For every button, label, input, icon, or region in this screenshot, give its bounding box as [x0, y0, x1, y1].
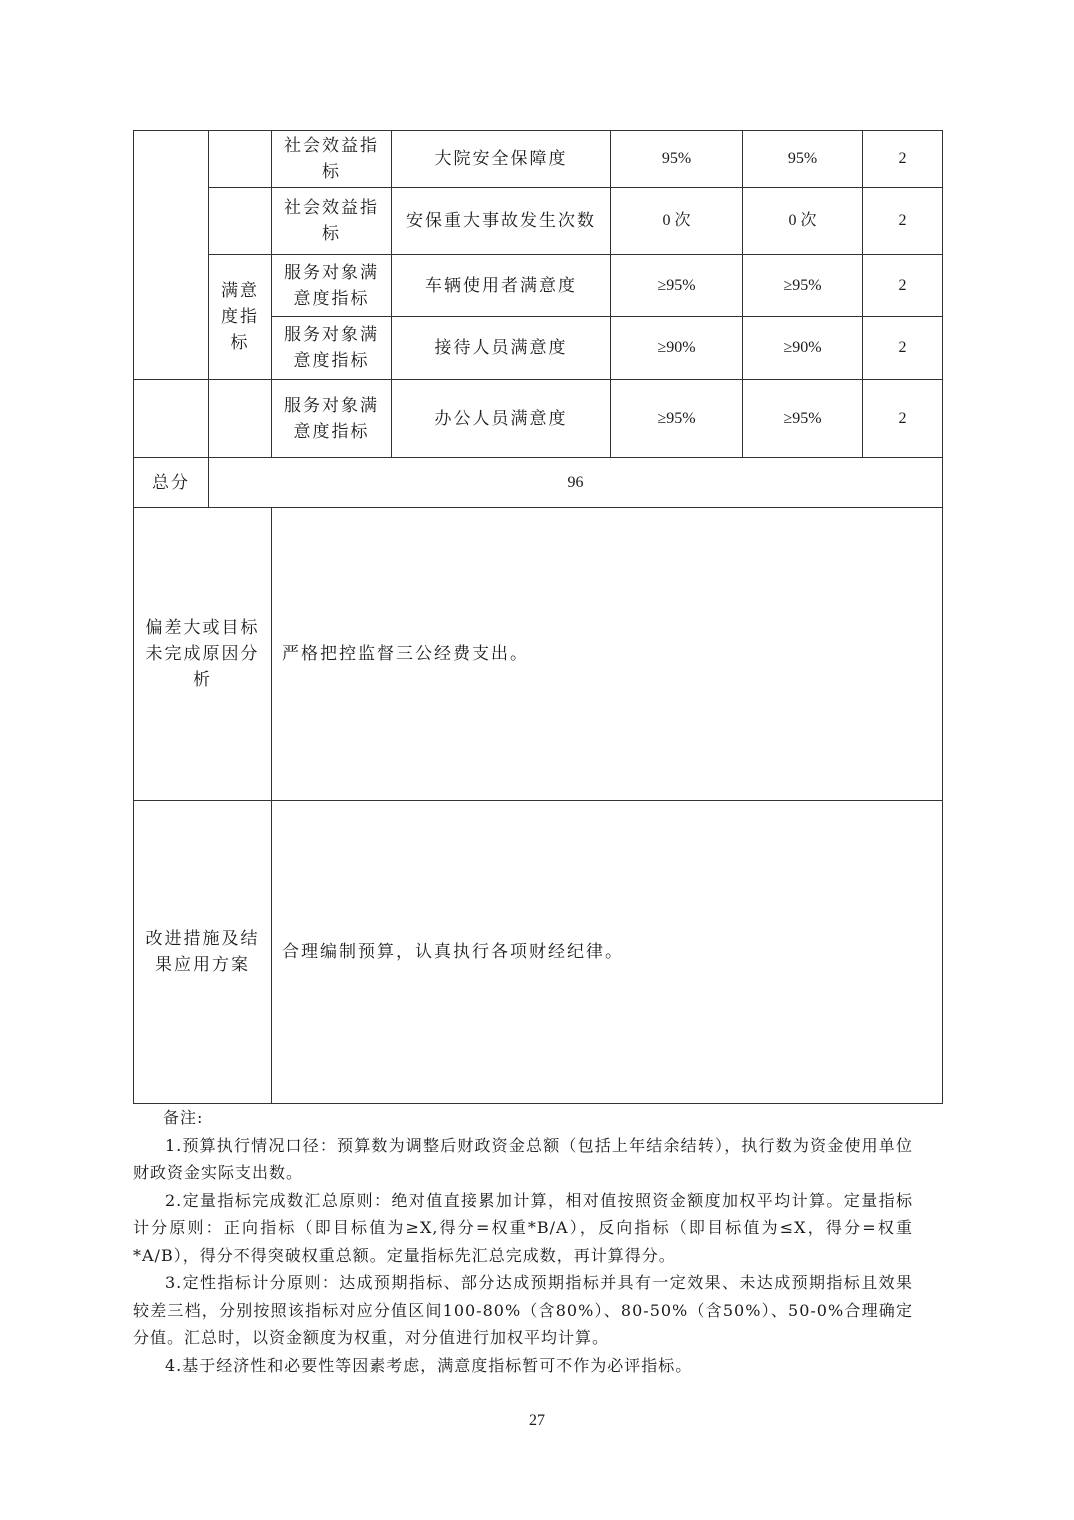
total-label: 总分: [134, 458, 209, 508]
score-value: 2: [863, 255, 943, 317]
page-number: 27: [529, 1412, 545, 1429]
improvement-row: [134, 801, 943, 1104]
target-value: ≥95%: [611, 255, 743, 317]
actual-value: 95%: [743, 131, 863, 188]
indicator-name: 接待人员满意度: [392, 317, 611, 380]
deviation-row: [134, 508, 943, 801]
actual-value: ≥95%: [743, 380, 863, 458]
target-value: 95%: [611, 131, 743, 188]
indicator-type: 社会效益指标: [284, 198, 379, 244]
table-row: [134, 131, 943, 188]
notes-title: 备注:: [163, 1108, 204, 1127]
table-row: [134, 255, 943, 317]
improvement-text: 合理编制预算，认真执行各项财经纪律。: [272, 801, 943, 1104]
deviation-text: 严格把控监督三公经费支出。: [272, 508, 943, 801]
target-value: 0 次: [611, 188, 743, 255]
blank-cell: [134, 380, 209, 458]
blank-cell: [209, 188, 272, 255]
indicator-type: 服务对象满意度指标: [284, 395, 379, 442]
indicator-name: 办公人员满意度: [392, 380, 611, 458]
deviation-label: 偏差大或目标未完成原因分析: [145, 618, 260, 690]
notes-section: [133, 1104, 913, 1379]
actual-value: ≥90%: [743, 317, 863, 380]
satisfaction-category: 满意度指标: [221, 281, 259, 353]
total-value: 96: [209, 458, 943, 508]
indicator-type: 服务对象满意度指标: [284, 262, 379, 309]
score-value: 2: [863, 380, 943, 458]
actual-value: ≥95%: [743, 255, 863, 317]
indicator-name: 安保重大事故发生次数: [392, 188, 611, 255]
note-item: 1.预算执行情况口径：预算数为调整后财政资金总额（包括上年结余结转），执行数为资金使用单位财政资金实际支出数。: [133, 1135, 913, 1182]
note-item: 4.基于经济性和必要性等因素考虑，满意度指标暂可不作为必评指标。: [165, 1355, 693, 1375]
table-row: [134, 380, 943, 458]
indicator-type: 社会效益指标: [284, 136, 379, 182]
indicator-name: 车辆使用者满意度: [392, 255, 611, 317]
target-value: ≥90%: [611, 317, 743, 380]
blank-cell: [209, 380, 272, 458]
score-value: 2: [863, 188, 943, 255]
indicator-name: 大院安全保障度: [392, 131, 611, 188]
note-item: 3.定性指标计分原则：达成预期指标、部分达成预期指标并具有一定效果、未达成预期指标且效果较差三档，分别按照该指标对应分值区间100-80%（含80%）、80-50%（含50%）、50-0%合理确定分值。汇总时，以资金额度为权重，对分值进行加权平均计算。: [133, 1273, 913, 1347]
table-row: [134, 188, 943, 255]
score-value: 2: [863, 317, 943, 380]
improvement-label: 改进措施及结果应用方案: [145, 929, 260, 975]
score-value: 2: [863, 131, 943, 188]
target-value: ≥95%: [611, 380, 743, 458]
indicator-type: 服务对象满意度指标: [284, 325, 379, 371]
actual-value: 0 次: [743, 188, 863, 255]
blank-cell: [134, 131, 209, 380]
blank-cell: [209, 131, 272, 188]
note-item: 2.定量指标完成数汇总原则：绝对值直接累加计算，相对值按照资金额度加权平均计算。定量指标计分原则：正向指标（即目标值为≥X,得分=权重*B/A），反向指标（即目标值为≤X，得分=权重*A/B），得分不得突破权重总额。定量指标先汇总完成数，再计算得分。: [133, 1190, 913, 1265]
performance-table: [133, 130, 943, 1104]
total-row: [134, 458, 943, 508]
